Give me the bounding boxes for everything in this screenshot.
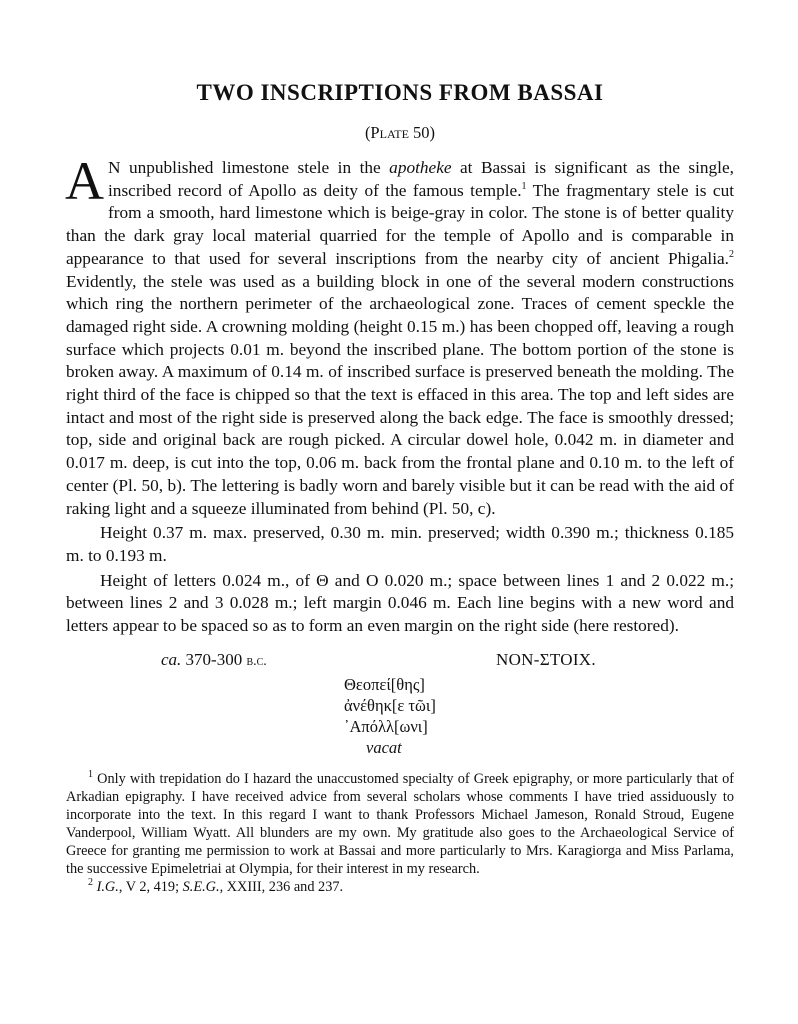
date-era: b.c. bbox=[246, 653, 267, 669]
p1-text-c: Evidently, the stele was used as a building block in one of the several modern constructions which ring the northern perimeter of the archaeological zone. Traces of cement speckle the damaged right side. A crowning molding (height 0.15 m.) has been chopped off, leaving a rough surface which projects 0.01 m. beyond the inscribed plane. The bottom portion of the stone is broken away. A maximum of 0.14 m. of inscribed surface is preserved beneath the molding. The right third of the face is chipped so that the text is effaced in this area. The top and left sides are intact and most of the right side is preserved along the back edge. The face is smoothly dressed; top, side and original back are rough picked. A circular dowel hole, 0.042 m. in diameter and 0.017 m. deep, is cut into the top, 0.06 m. back from the frontal plane and 0.10 m. to the left of center (Pl. 50, b). The lettering is badly worn and barely visible but it can be read with the aid of raking light and a squeeze illuminated from behind (Pl. 50, c). bbox=[66, 271, 734, 518]
p1-italic-term: apotheke bbox=[389, 158, 452, 177]
paragraph-1 bbox=[65, 151, 735, 520]
footnote-1-text: Only with trepidation do I hazard the unaccustomed specialty of Greek epigraphy, or more particularly that of Arkadian epigraphy. I have received advice from several scholars whose comments I have tried assiduously to incorporate into the text. In this regard I want to thank Professors Michael Jameson, Ronald Stroud, Eugene Vanderpool, William Wyatt. All blunders are my own. My gratitude also goes to the Archaeological Service of Greece for granting me permission to work at Bassai and more particularly to Mrs. Karagiorga and Miss Parlama, the successive Epimeletriai at Olympia, for their interest in my research. bbox=[66, 770, 734, 877]
inscription-line: ἀνέθηκ[ε τῶι] bbox=[344, 695, 436, 715]
p1-text-a: at Bassai is significant as the single, inscribed record of Apollo as deity of the famous temple. bbox=[108, 158, 734, 200]
article-title: TWO INSCRIPTIONS FROM BASSAI bbox=[196, 80, 604, 105]
page bbox=[66, 78, 734, 896]
footnote-2-text-a: , V 2, 419; bbox=[118, 878, 183, 895]
drop-cap: A bbox=[65, 151, 104, 211]
footnotes bbox=[66, 770, 734, 896]
p1-text-b: The fragmentary stele is cut from a smooth, hard limestone which is beige-gray in color. The stone is of better quality than the dark gray local material quarried for the temple of Apollo and is comparable in appearance to that used for several inscriptions from the nearby city of ancient Phigalia. bbox=[66, 180, 735, 268]
footnote-2-seg: S.E.G. bbox=[182, 878, 220, 895]
date-circa: ca. bbox=[161, 649, 182, 669]
plate-reference: (Plate 50) bbox=[364, 123, 436, 142]
inscription-lines bbox=[344, 674, 436, 758]
footnote-2-ig: I.G. bbox=[96, 878, 119, 895]
inscription-line: ᾿Απόλλ[ωνι] bbox=[344, 716, 428, 736]
footnote-ref-2[interactable]: 2 bbox=[729, 249, 734, 261]
footnote-2-text-b: , XXIII, 236 and 237. bbox=[219, 878, 344, 895]
footnote-1-number: 1 bbox=[88, 769, 93, 780]
date-range: 370-300 bbox=[181, 649, 247, 669]
inscription-date bbox=[161, 650, 267, 670]
paragraph-3: Height of letters 0.024 m., of Θ and O 0.020 m.; space between lines 1 and 2 0.022 m.; between lines 2 and 3 0.028 m.; left margin 0.046 m. Each line begins with a new word and letters appear to be spaced so as to form an even margin on the right side (here restored). bbox=[66, 570, 734, 636]
footnote-1 bbox=[66, 770, 734, 878]
inscription-vacat: vacat bbox=[366, 737, 402, 757]
footnote-2-number: 2 bbox=[88, 877, 93, 888]
footnote-ref-1[interactable]: 1 bbox=[521, 180, 527, 192]
footnote-2 bbox=[66, 878, 734, 896]
p1-text-start: N unpublished limestone stele in the bbox=[108, 158, 390, 177]
inscription-block bbox=[66, 649, 734, 757]
paragraph-2: Height 0.37 m. max. preserved, 0.30 m. min. preserved; width 0.390 m.; thickness 0.185 m. to 0.193 m. bbox=[66, 523, 734, 565]
inscription-line: Θεοπεί[θης] bbox=[344, 674, 425, 694]
stoichedon-label: NON-ΣTOIX. bbox=[496, 649, 596, 669]
